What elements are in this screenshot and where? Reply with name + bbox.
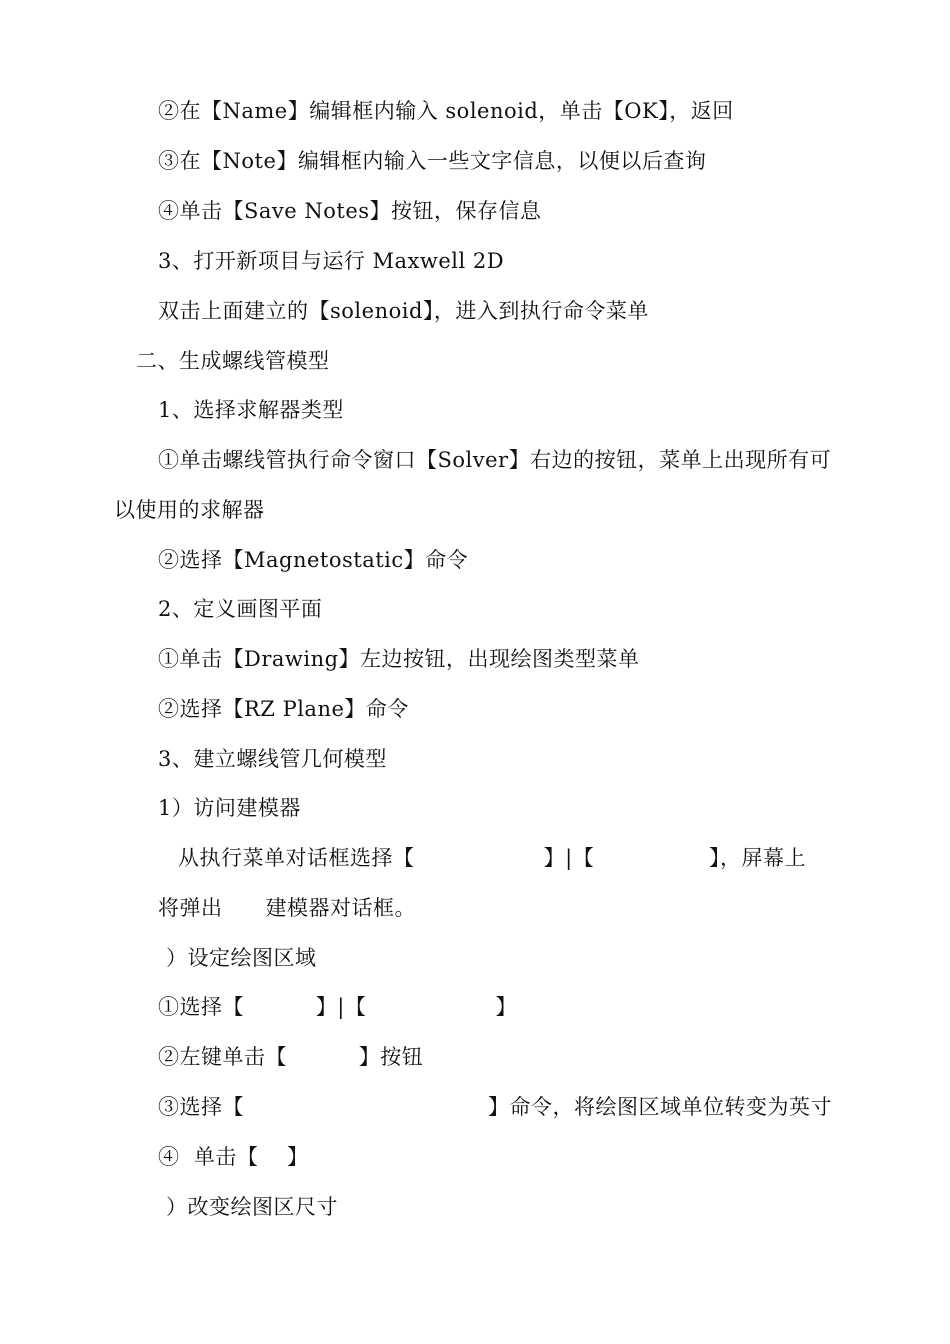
text-line: ②选择【RZ Plane】命令 <box>158 697 409 721</box>
text-line: ②左键单击【 】按钮 <box>158 1045 424 1069</box>
chapter-heading: 二、生成螺线管模型 <box>136 349 330 373</box>
section-heading: 2、定义画图平面 <box>158 597 323 621</box>
text-line: ①选择【 】|【 】 <box>158 995 517 1019</box>
text-line: ②在【Name】编辑框内输入 solenoid，单击【OK】，返回 <box>158 99 734 123</box>
text-line: ④ 单击【 】 <box>158 1145 309 1169</box>
text-line: ③在【Note】编辑框内输入一些文字信息，以便以后查询 <box>158 149 707 173</box>
text-line: ①单击【Drawing】左边按钮，出现绘图类型菜单 <box>158 647 640 671</box>
section-heading: 3、建立螺线管几何模型 <box>158 747 387 771</box>
subsection-heading: ）设定绘图区域 <box>166 946 317 970</box>
text-line-continued: 将弹出 建模器对话框。 <box>158 896 417 920</box>
text-line: ②选择【Magnetostatic】命令 <box>158 548 469 572</box>
text-line: ③选择【 】命令，将绘图区域单位转变为英寸 <box>158 1095 832 1119</box>
text-line-continued: 以使用的求解器 <box>114 498 265 522</box>
section-heading: 3、打开新项目与运行 Maxwell 2D <box>158 249 505 273</box>
section-heading: 1、选择求解器类型 <box>158 398 344 422</box>
text-line: ①单击螺线管执行命令窗口【Solver】右边的按钮，菜单上出现所有可 <box>158 448 832 472</box>
subsection-heading: ）改变绘图区尺寸 <box>166 1195 338 1219</box>
text-line: ④单击【Save Notes】按钮，保存信息 <box>158 199 542 223</box>
text-line: 双击上面建立的【solenoid】，进入到执行命令菜单 <box>158 299 649 323</box>
text-line: 从执行菜单对话框选择【 】|【 】，屏幕上 <box>178 846 807 870</box>
subsection-heading: 1）访问建模器 <box>158 796 301 820</box>
